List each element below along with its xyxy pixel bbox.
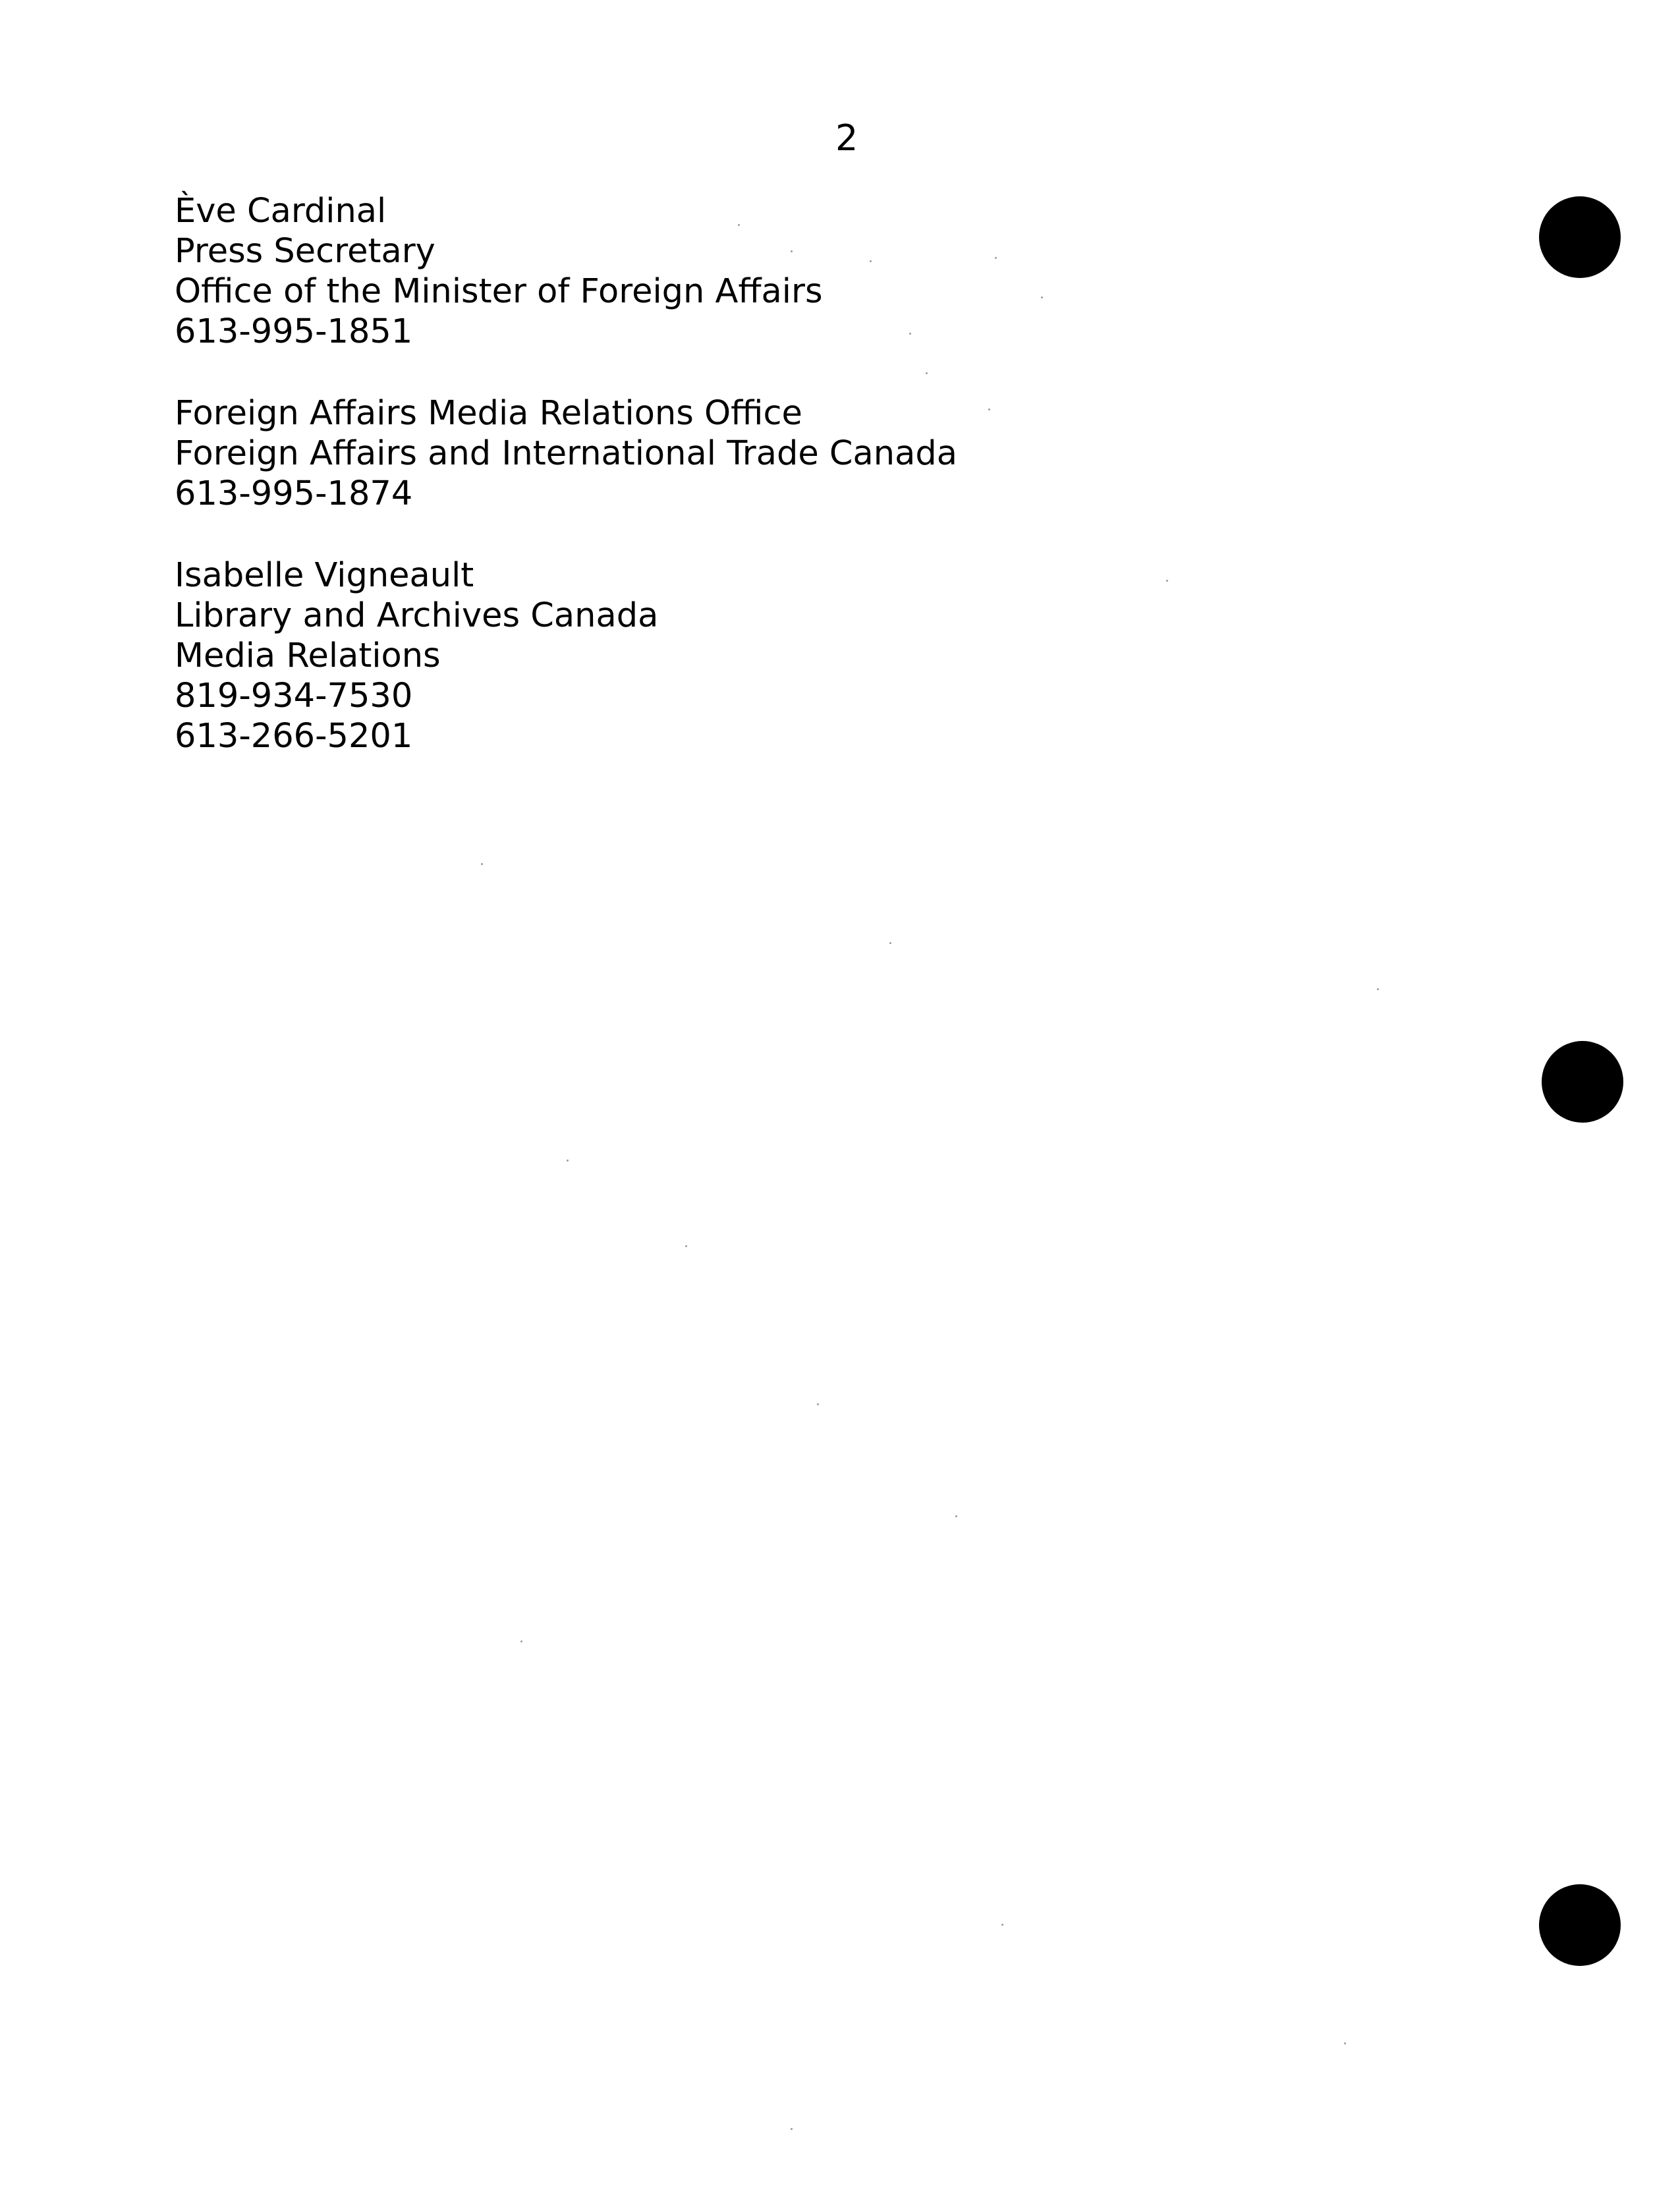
scan-speck: [1041, 296, 1043, 298]
contact-office-name: Foreign Affairs Media Relations Office: [175, 394, 802, 433]
contact-department: Media Relations: [175, 636, 441, 675]
contact-name: Isabelle Vigneault: [175, 556, 474, 595]
contact-phone: 613-995-1874: [175, 474, 413, 513]
scan-speck: [520, 1640, 522, 1642]
punch-hole-middle: [1542, 1041, 1623, 1123]
contact-name: Ève Cardinal: [175, 192, 387, 231]
scan-speck: [870, 260, 872, 262]
scan-speck: [1344, 2042, 1346, 2044]
punch-hole-top: [1539, 196, 1621, 278]
scan-speck: [481, 863, 483, 865]
contact-organization: Office of the Minister of Foreign Affairs: [175, 272, 823, 311]
page-number: 2: [835, 117, 858, 159]
contact-phone: 613-266-5201: [175, 717, 413, 756]
scan-speck: [567, 1160, 569, 1162]
scan-speck: [1377, 988, 1379, 990]
punch-hole-bottom: [1539, 1884, 1621, 1966]
scan-speck: [926, 372, 928, 374]
contact-media-relations-office: [175, 393, 1295, 514]
scan-speck: [817, 1403, 819, 1405]
contact-list: [175, 191, 1295, 798]
scan-speck: [685, 1245, 687, 1247]
contact-organization: Foreign Affairs and International Trade Canada: [175, 434, 957, 473]
scan-speck: [889, 942, 891, 944]
contact-phone: 613-995-1851: [175, 312, 413, 351]
scan-speck: [995, 257, 997, 259]
contact-title: Press Secretary: [175, 232, 435, 271]
scan-speck: [1166, 580, 1168, 582]
scan-speck: [909, 333, 911, 335]
scan-speck: [1001, 1924, 1003, 1926]
contact-library-archives: [175, 555, 1295, 756]
contact-press-secretary: [175, 191, 1295, 352]
scan-speck: [738, 224, 740, 226]
scan-speck: [988, 408, 990, 410]
contact-phone: 819-934-7530: [175, 677, 413, 715]
scan-speck: [955, 1515, 957, 1517]
scan-speck: [791, 2128, 793, 2130]
scan-speck: [791, 250, 793, 252]
contact-organization: Library and Archives Canada: [175, 596, 659, 635]
